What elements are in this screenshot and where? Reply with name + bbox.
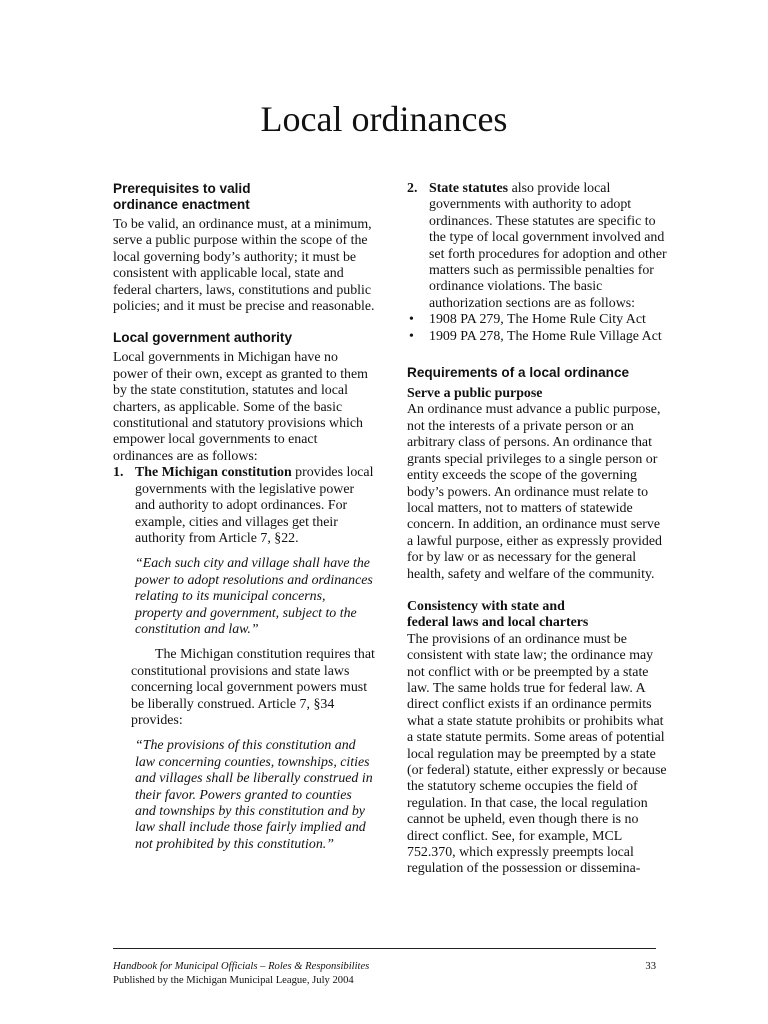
prerequisites-body: To be valid, an ordinance must, at a minimum, serve a public purpose within the scope of the local governing body’s authority; it must be consistent with applicable local, state and federal charters, laws, constitutions and public policies; and it must be precise and reasonable. xyxy=(113,217,375,315)
footer-divider xyxy=(113,948,656,949)
heading-line: Prerequisites to valid xyxy=(113,181,251,196)
bullet-icon: • xyxy=(409,312,414,328)
section-heading-prerequisites xyxy=(113,181,375,213)
authority-body: Local governments in Michigan have no power of their own, except as granted to them by the state constitution, statutes and local charters, as applicable. Some of the basic constitutional and statutory provisions which empower local governments to enact ordinances are as follows: xyxy=(113,350,368,464)
item-text: provides local governments with the legislative power and authority to adopt ordinances. For example, cities and villages get their authority from Article 7, §22. xyxy=(135,465,374,546)
public-purpose-body: An ordinance must advance a public purpose, not the interests of a private person or an arbitrary class of persons. An ordinance that grants special privileges to a single person or entity exceeds the scope of the governing body’s powers. An ordinance must relate to local matters, not to matters of statewide concern. In addition, an ordinance must serve a lawful purpose, either as expressly provided for by law or as necessary for the general health, safety and welfare of the community. xyxy=(407,402,662,582)
page-title: Local ordinances xyxy=(260,99,508,139)
bullet-text: 1909 PA 278, The Home Rule Village Act xyxy=(429,328,662,344)
subheading-public-purpose: Serve a public purpose xyxy=(407,386,543,402)
bullet-text: 1908 PA 279, The Home Rule City Act xyxy=(429,312,646,328)
constitution-paragraph: The Michigan constitution requires that constitutional provisions and state laws concerning local government powers must be liberally construed. Article 7, §34 provides: xyxy=(131,647,375,728)
constitution-quote-2: “The provisions of this constitution and law concerning counties, townships, cities and villages shall be liberally construed in their favor. Powers granted to counties and townships by this constitution and by law shall include those fairly implied and not prohibited by this constitution.” xyxy=(135,738,373,852)
subheading-consistency xyxy=(407,599,669,632)
page-number: 33 xyxy=(645,961,656,972)
page-footer xyxy=(113,960,656,988)
constitution-quote-1: “Each such city and village shall have the power to adopt resolutions and ordinances relating to its municipal concerns, property and government, subject to the constitution and law.” xyxy=(135,556,373,637)
item-number: 1. xyxy=(113,465,124,481)
footer-handbook-title: Handbook for Municipal Officials – Roles & Responsibilites xyxy=(113,961,370,972)
item-title: State statutes xyxy=(429,181,509,196)
consistency-body: The provisions of an ordinance must be consistent with state law; the ordinance may not conflict with or be preempted by a state law. The same holds true for federal law. A direct conflict exists if an ordinance permits what a state statute prohibits or prohibits what a state statute permits. Some areas of potential local regulation may be preempted by a state (or federal) statute, either expressly or because the statutory scheme occupies the field of regulation. In that case, the local regulation cannot be upheld, even though there is no direct conflict. See, for example, MCL 752.370, which expressly preempts local regulation of the possession or dissemina- xyxy=(407,631,667,877)
heading-line: Consistency with state and xyxy=(407,598,565,614)
numbered-item-2 xyxy=(407,181,669,312)
item-text: also provide local governments with authority to adopt ordinances. These statutes are specific to the type of local government involved and set forth procedures for adoption and other matters such as permissible penalties for ordinance violations. The basic authorization sections are as follows: xyxy=(429,181,667,311)
heading-line: ordinance enactment xyxy=(113,197,250,212)
left-column xyxy=(113,181,375,853)
right-column xyxy=(407,181,669,878)
list-item xyxy=(407,312,669,328)
item-title: The Michigan constitution xyxy=(135,465,292,481)
list-item xyxy=(407,329,669,345)
footer-publisher: Published by the Michigan Municipal League, July 2004 xyxy=(113,975,354,986)
item-number: 2. xyxy=(407,181,418,196)
bullet-icon: • xyxy=(409,328,414,344)
section-heading-requirements: Requirements of a local ordinance xyxy=(407,365,630,381)
heading-line: federal laws and local charters xyxy=(407,615,589,631)
section-heading-authority: Local government authority xyxy=(113,330,293,346)
numbered-item-1 xyxy=(113,465,375,547)
